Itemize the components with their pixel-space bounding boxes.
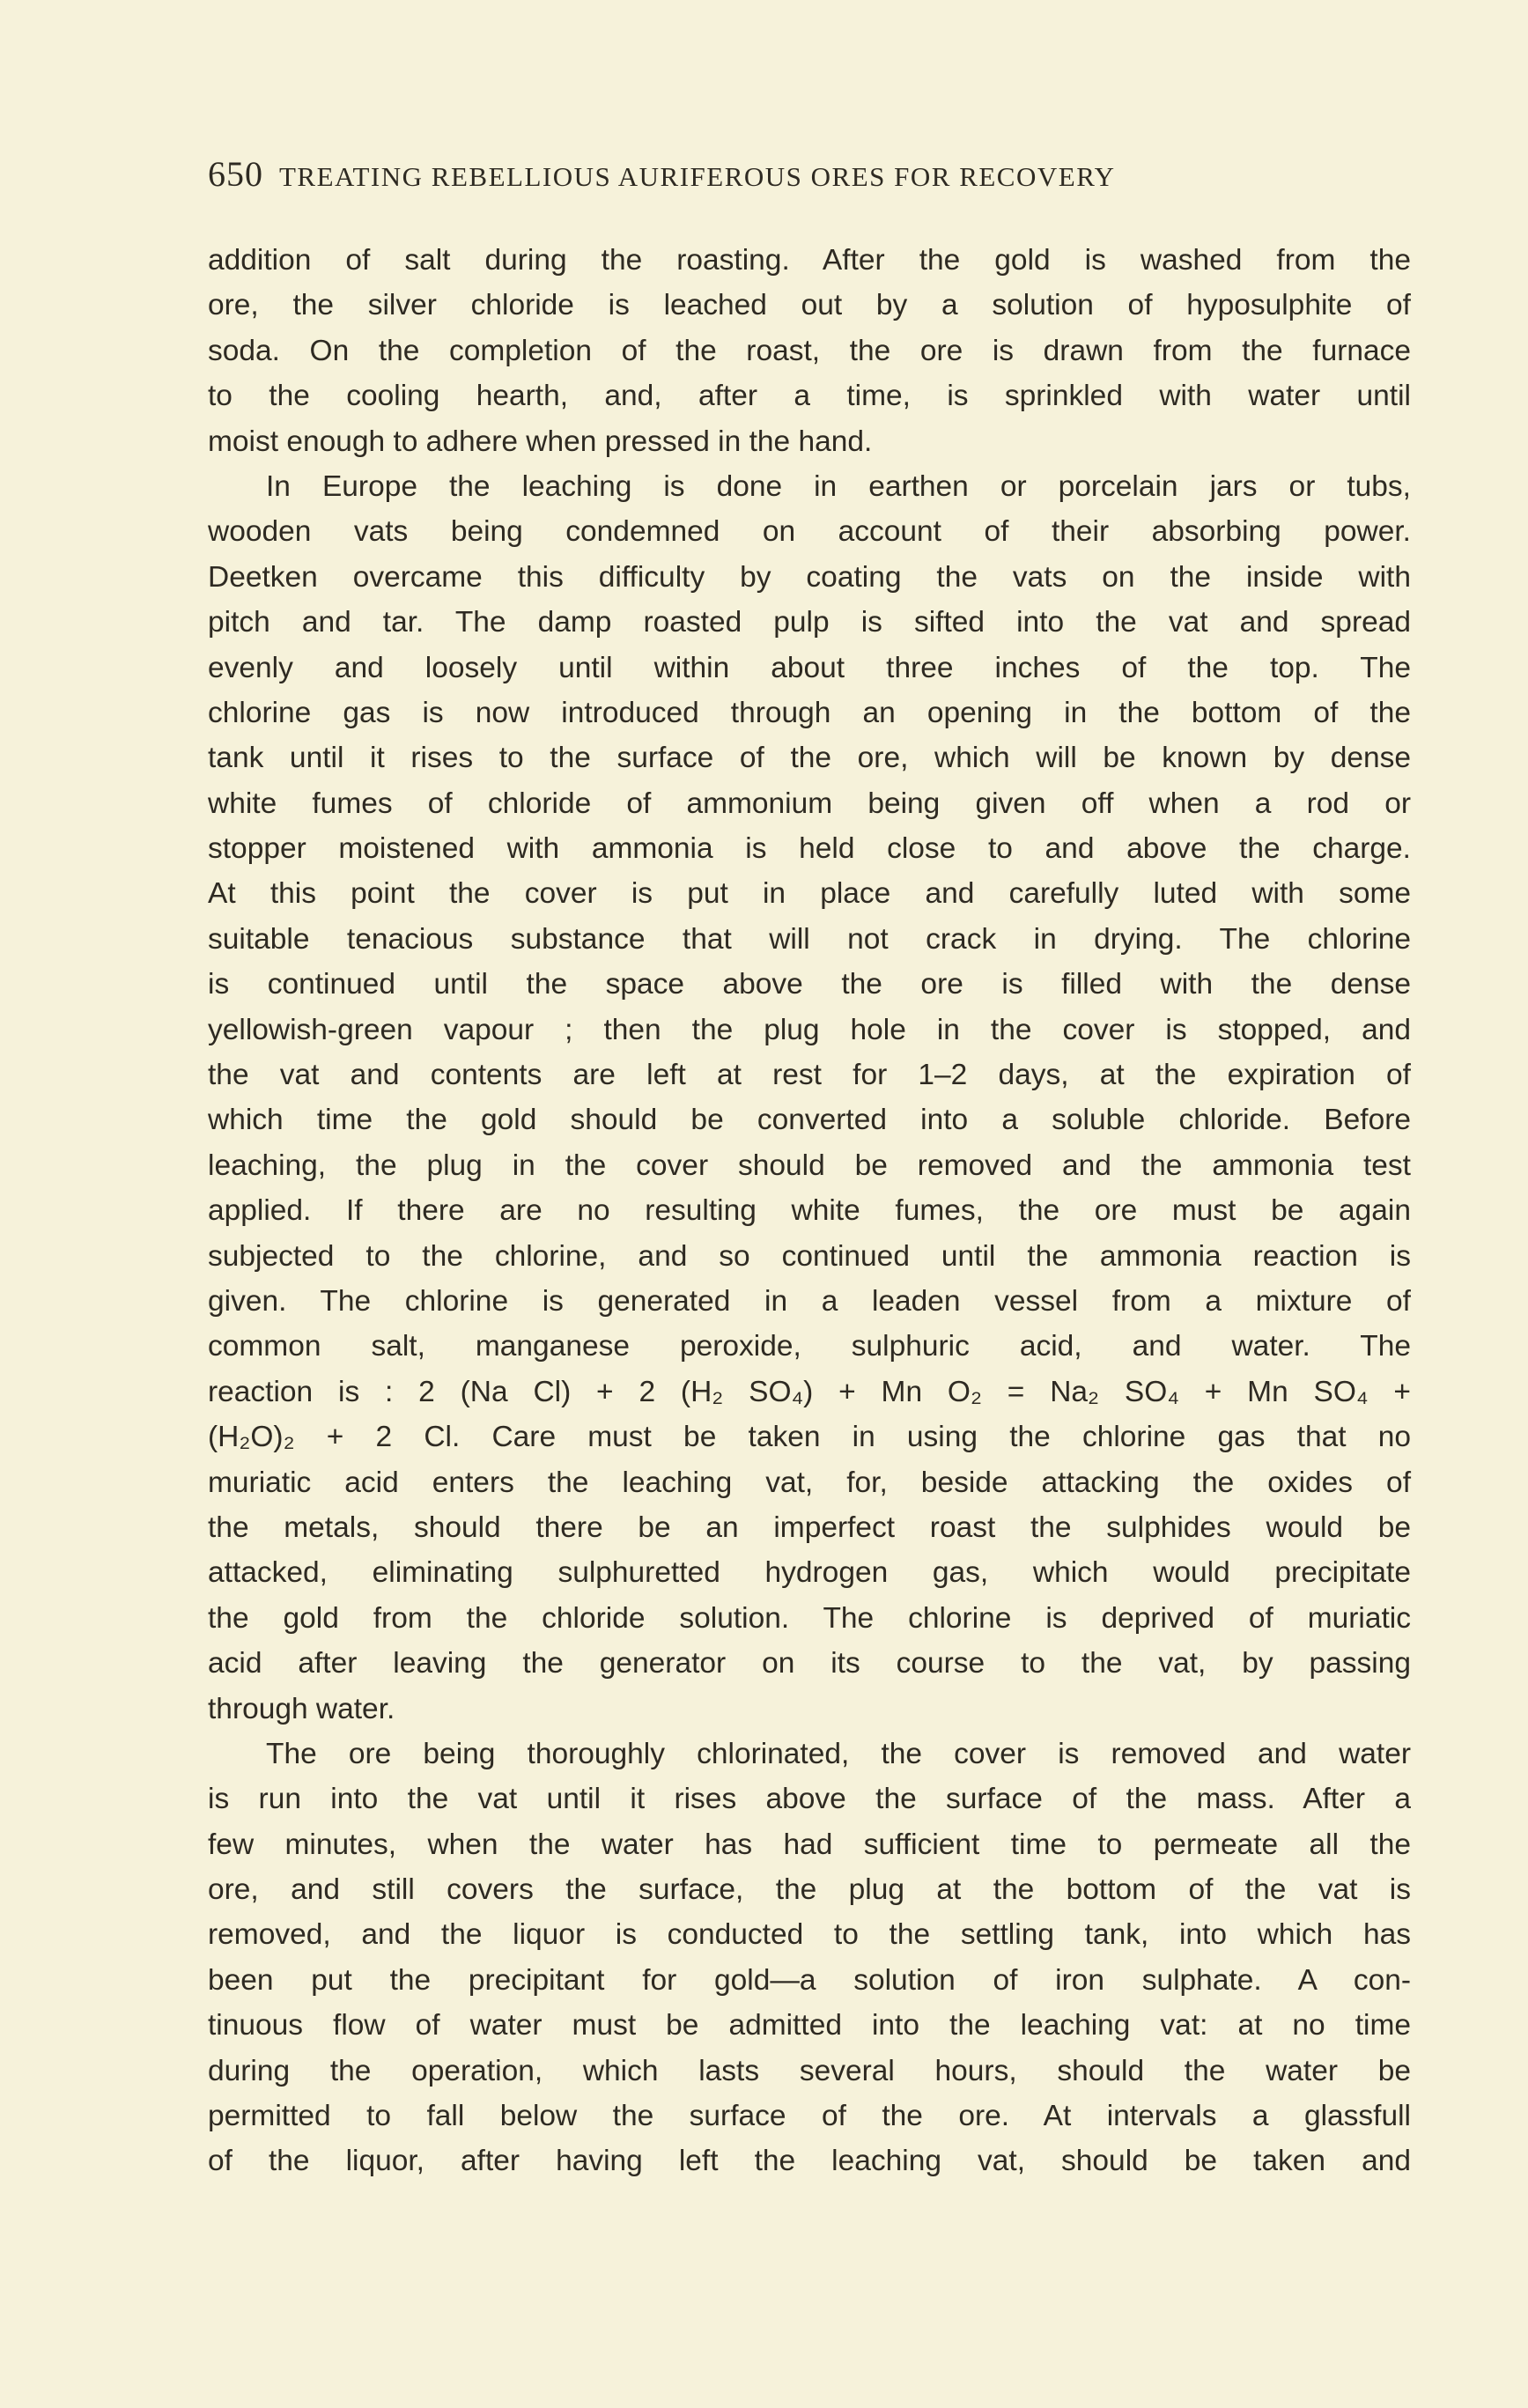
- text-line: pitch and tar. The damp roasted pulp is sifted into the vat and spread: [208, 606, 1411, 639]
- text-line: moist enough to adhere when pressed in the hand.: [208, 425, 873, 458]
- paragraph: [208, 238, 1411, 464]
- text-line: of the liquor, after having left the leaching vat, should be taken and: [208, 2145, 1411, 2178]
- text-line: muriatic acid enters the leaching vat, for, beside attacking the oxides of: [208, 1466, 1411, 1499]
- text-line: (H₂O)₂ + 2 Cl. Care must be taken in using the chlorine gas that no: [208, 1421, 1411, 1454]
- text-line: given. The chlorine is generated in a leaden vessel from a mixture of: [208, 1284, 1411, 1318]
- text-line: through water.: [208, 1692, 395, 1725]
- text-line: tinuous flow of water must be admitted into the leaching vat: at no time: [208, 2009, 1411, 2042]
- text-line: ore, the silver chloride is leached out by a solution of hyposulphite of: [208, 289, 1411, 322]
- text-line: leaching, the plug in the cover should be removed and the ammonia test: [208, 1149, 1411, 1182]
- text-line: the gold from the chloride solution. The chlorine is deprived of muriatic: [208, 1601, 1411, 1635]
- text-line: soda. On the completion of the roast, the ore is drawn from the furnace: [208, 334, 1411, 367]
- text-line: the metals, should there be an imperfect roast the sulphides would be: [208, 1511, 1411, 1544]
- body-text: [208, 238, 1411, 2184]
- text-line: few minutes, when the water has had sufficient time to permeate all the: [208, 1828, 1411, 1861]
- text-line: to the cooling hearth, and, after a time, is sprinkled with water until: [208, 380, 1411, 413]
- text-line: during the operation, which lasts several hours, should the water be: [208, 2054, 1411, 2087]
- text-line: the vat and contents are left at rest for 1–2 days, at the expiration of: [208, 1059, 1411, 1092]
- paragraph: [208, 1732, 1411, 2184]
- running-header: [208, 153, 1423, 197]
- text-line: is continued until the space above the ore is filled with the dense: [208, 968, 1411, 1001]
- text-line: Deetken overcame this difficulty by coating the vats on the inside with: [208, 560, 1411, 594]
- text-line: subjected to the chlorine, and so continued until the ammonia reaction is: [208, 1239, 1411, 1273]
- text-line: common salt, manganese peroxide, sulphuric acid, and water. The: [208, 1330, 1411, 1363]
- text-line: been put the precipitant for gold—a solution of iron sulphate. A con-: [208, 1963, 1411, 1997]
- text-line: evenly and loosely until within about three inches of the top. The: [208, 651, 1411, 684]
- text-line: applied. If there are no resulting white fumes, the ore must be again: [208, 1194, 1411, 1228]
- text-line: is run into the vat until it rises above the surface of the mass. After a: [208, 1783, 1411, 1816]
- text-line: attacked, eliminating sulphuretted hydrogen gas, which would precipitate: [208, 1556, 1411, 1590]
- paragraph: [208, 464, 1411, 1732]
- text-line: chlorine gas is now introduced through an opening in the bottom of the: [208, 696, 1411, 729]
- text-line: suitable tenacious substance that will not crack in drying. The chlorine: [208, 922, 1411, 956]
- running-title: TREATING REBELLIOUS AURIFEROUS ORES FOR RECOVERY: [279, 161, 1116, 192]
- text-line: which time the gold should be converted into a soluble chloride. Before: [208, 1104, 1411, 1137]
- text-line: In Europe the leaching is done in earthen or porcelain jars or tubs,: [266, 469, 1411, 503]
- text-line: addition of salt during the roasting. After the gold is washed from the: [208, 244, 1411, 277]
- text-line: reaction is : 2 (Na Cl) + 2 (H₂ SO₄) + Mn O₂ = Na₂ SO₄ + Mn SO₄ +: [208, 1375, 1411, 1408]
- text-line: removed, and the liquor is conducted to the settling tank, into which has: [208, 1918, 1411, 1952]
- text-line: tank until it rises to the surface of the ore, which will be known by dense: [208, 742, 1411, 775]
- text-line: acid after leaving the generator on its course to the vat, by passing: [208, 1647, 1411, 1680]
- text-line: yellowish-green vapour ; then the plug hole in the cover is stopped, and: [208, 1013, 1411, 1046]
- text-line: white fumes of chloride of ammonium being given off when a rod or: [208, 787, 1411, 820]
- page-number: 650: [208, 154, 263, 194]
- text-line: At this point the cover is put in place and carefully luted with some: [208, 877, 1411, 911]
- text-line: wooden vats being condemned on account of their absorbing power.: [208, 515, 1411, 549]
- text-line: permitted to fall below the surface of the ore. At intervals a glassfull: [208, 2100, 1411, 2133]
- text-line: ore, and still covers the surface, the plug at the bottom of the vat is: [208, 1873, 1411, 1907]
- text-line: stopper moistened with ammonia is held close to and above the charge.: [208, 832, 1411, 866]
- text-line: The ore being thoroughly chlorinated, the cover is removed and water: [266, 1737, 1411, 1770]
